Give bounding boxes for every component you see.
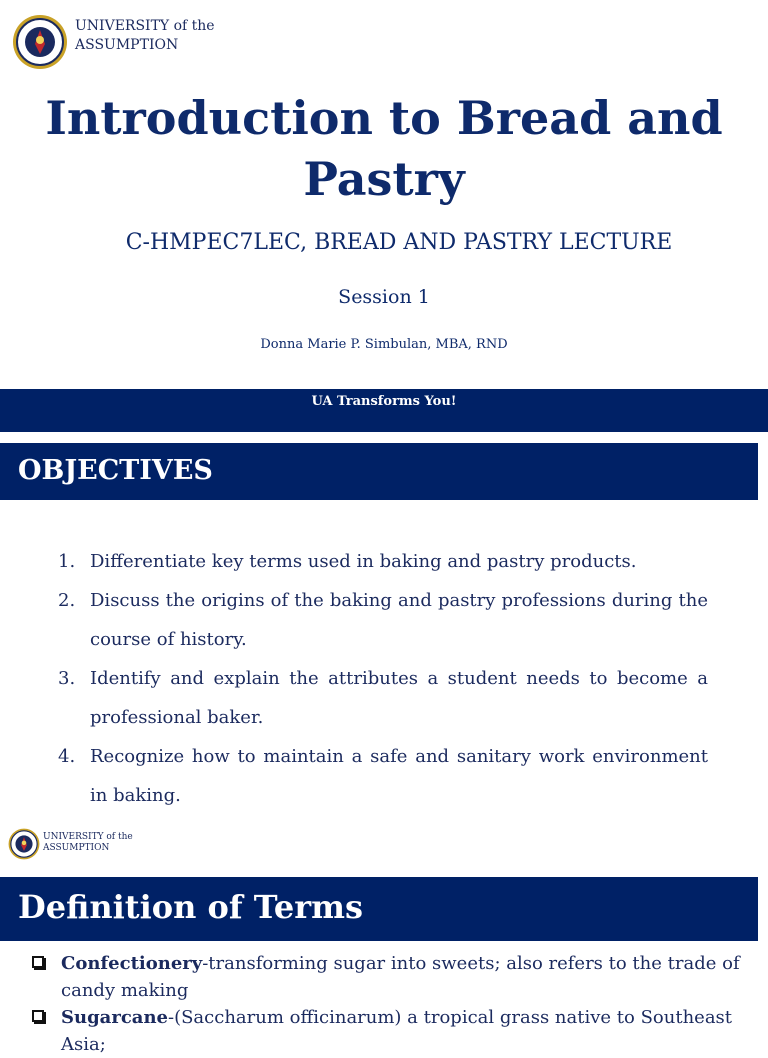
definitions-list xyxy=(30,950,746,1058)
objective-item xyxy=(58,737,708,815)
checkbox-bullet-icon xyxy=(32,956,44,968)
course-subtitle: C-HMPEC7LEC, BREAD AND PASTRY LECTURE xyxy=(125,230,673,255)
objective-number: 4. xyxy=(58,746,76,767)
objective-number: 3. xyxy=(58,668,76,689)
objective-text: Identify and explain the attributes a student needs to become a professional baker. xyxy=(90,668,708,728)
definitions-heading: Definition of Terms xyxy=(18,888,363,926)
author-name: Donna Marie P. Simbulan, MBA, RND xyxy=(260,337,508,352)
university-seal-logo-small xyxy=(8,828,40,860)
definition-term: Sugarcane xyxy=(61,1007,168,1028)
university-name-small xyxy=(43,832,133,854)
university-name xyxy=(75,17,215,55)
session-label: Session 1 xyxy=(338,286,430,308)
definition-text: -(Saccharum officinarum) a tropical grass native to Southeast Asia; xyxy=(61,1007,733,1055)
objective-item xyxy=(58,659,708,737)
presentation-title: Introduction to Bread and Pastry xyxy=(45,91,723,206)
definition-term: Confectionery xyxy=(61,953,203,974)
objectives-heading: OBJECTIVES xyxy=(18,455,213,486)
definition-item xyxy=(30,950,746,1004)
university-name-line2: ASSUMPTION xyxy=(75,37,179,53)
definition-text: -transforming sugar into sweets; also refers to the trade of candy making xyxy=(61,953,740,1001)
objective-text: Differentiate key terms used in baking and pastry products. xyxy=(90,551,637,572)
university-seal-logo xyxy=(12,14,68,70)
objective-number: 1. xyxy=(58,551,76,572)
objective-number: 2. xyxy=(58,590,76,611)
university-name-line1: UNIVERSITY of the xyxy=(43,832,133,842)
tagline-text: UA Transforms You! xyxy=(311,394,457,409)
objectives-list xyxy=(58,542,708,815)
objective-item xyxy=(58,581,708,659)
checkbox-bullet-icon xyxy=(32,1010,44,1022)
objective-text: Discuss the origins of the baking and pastry professions during the course of history. xyxy=(90,590,708,650)
objective-item xyxy=(58,542,708,581)
university-name-line1: UNIVERSITY of the xyxy=(75,18,215,34)
definition-item xyxy=(30,1004,746,1058)
objective-text: Recognize how to maintain a safe and sanitary work environment in baking. xyxy=(90,746,708,806)
university-name-line2: ASSUMPTION xyxy=(43,843,110,853)
